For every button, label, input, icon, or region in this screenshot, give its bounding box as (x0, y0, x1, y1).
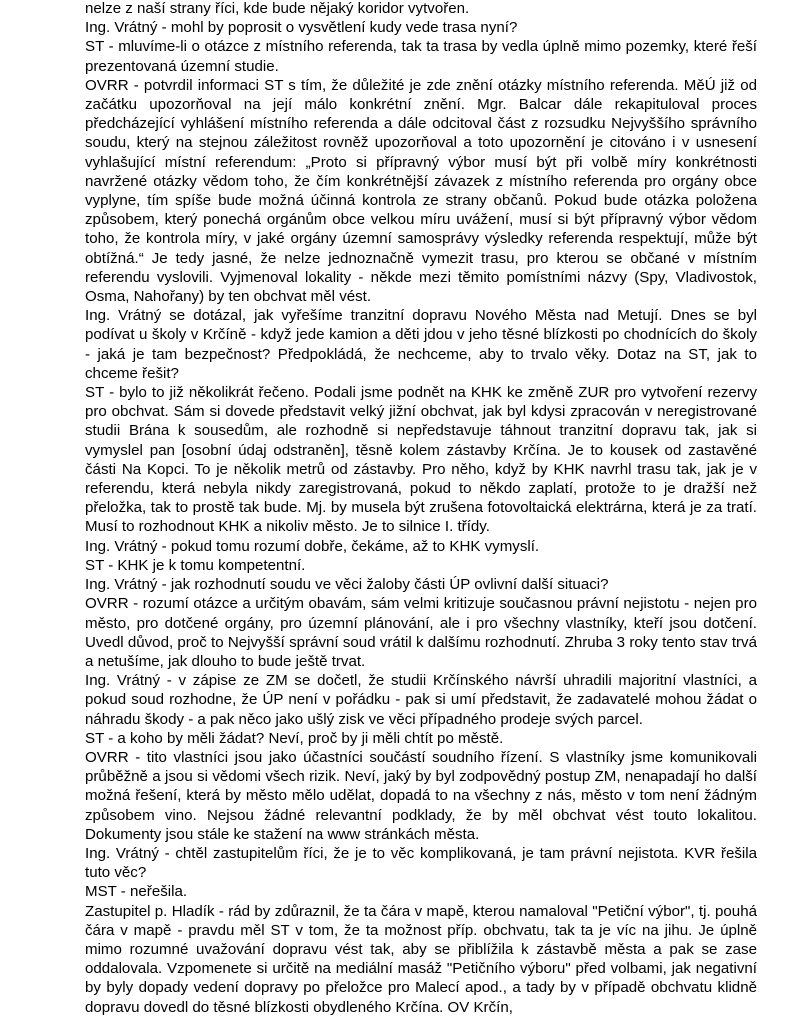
paragraph: ST - KHK je k tomu kompetentní. (85, 556, 306, 574)
paragraph: Ing. Vrátný - mohl by poprosit o vysvětlení kudy vede trasa nyní? (85, 19, 518, 37)
paragraph: OVRR - rozumí otázce a určitým obavám, sám velmi kritizuje současnou právní nejistotu - nejen pro město, pro dotčené orgány, pro územní plánování, ale i pro všechny vlastníky, kteří jsou dotčení. Uvedl důvod, proč to Nejvyšší správní soud vrátil k dalšímu rozhodnutí. Zhruba 3 roky tento stav trvá a netušíme, jak dlouho to bude ještě trvat. (85, 595, 757, 670)
paragraph: Ing. Vrátný - jak rozhodnutí soudu ve věci žaloby části ÚP ovlivní další situaci? (85, 576, 609, 594)
paragraph: OVRR - potvrdil informaci ST s tím, že důležité je zde znění otázky místního referenda. MěÚ již od začátku upozorňoval na její málo konkrétní znění. Mgr. Balcar dále rekapituloval proces předcházející vyhlášení místního referenda a dále odcitoval část z rozsudku Nejvyššího správního soudu, který na stejnou záležitost rovněž upozorňoval a toto upozornění je citováno i v usnesení vyhlašující místní referendum: „Proto si přípravný výbor musí být při volbě míry konkrétnosti navržené otázky vědom toho, že čím konkrétnější závazek z místního referenda pro orgány obce vyplyne, tím spíše bude možná účinná kontrola ze strany občanů. Pokud bude otázka položena způsobem, který ponechá orgánům obce velkou míru uvážení, musí si být přípravný výbor vědom toho, že kontrola míry, v jaké orgány územní samosprávy výsledky referenda respektují, může být obtížná.“ Je tedy jasné, že nelze jednoznačně vymezit trasu, pro kterou se občané v místním referendu vyslovili. Vyjmenoval lokality - někde mezi těmito pomístními názvy (Spy, Vladivostok, Osma, Nahořany) by ten obchvat měl vést. (85, 76, 757, 306)
paragraph: nelze z naší strany říci, kde bude nějaký koridor vytvořen. (85, 0, 470, 17)
paragraph: Ing. Vrátný - pokud tomu rozumí dobře, čekáme, až to KHK vymyslí. (85, 537, 540, 555)
paragraph: Ing. Vrátný - v zápise ze ZM se dočetl, že studii Krčínského návrší uhradili majoritní vlastníci, a pokud soud rozhodne, že ÚP není v pořádku - pak si umí představit, že zadavatelé mohou žádat o náhradu škody - a pak něco jako ušlý zisk ve věci případného prodeje svých parcel. (85, 672, 757, 728)
paragraph: ST - mluvíme-li o otázce z místního referenda, tak ta trasa by vedla úplně mimo pozemky, které řeší prezentovaná územní studie. (85, 38, 757, 75)
paragraph: Zastupitel p. Hladík - rád by zdůraznil, že ta čára v mapě, kterou namaloval "Petiční výbor", tj. pouhá čára v mapě - pravdu měl ST v tom, že ta možnost příp. obchvatu, tak ta je víc na jihu. Je úplně mimo rozumné uvažování dopravu vést tak, aby se přiblížila k zástavbě města a pak se zase oddalovala. Vzpomenete si určitě na mediální masáž "Petičního výboru" před volbami, jak negativní by byly dopady vedení dopravy po přeložce pro Malecí apod., a tady by v případě obchvatu klidně dopravu dovedl do těsné blízkosti obydleného Krčína. OV Krčín, (85, 902, 757, 1016)
document-page (85, 0, 757, 1017)
paragraph: OVRR - tito vlastníci jsou jako účastníci součástí soudního řízení. S vlastníky jsme komunikovali průběžně a jsou si vědomi všech rizik. Neví, jaký by byl zodpovědný postup ZM, nenapadají ho další možná řešení, která by město mělo udělat, dopadá to na všechny z nás, město v tom není žádným způsobem vino. Nejsou žádné relevantní podklady, že by měl obchvat vést touto lokalitou. Dokumenty jsou stále ke stažení na www stránkách města. (85, 748, 757, 843)
paragraph: ST - a koho by měli žádat? Neví, proč by ji měli chtít po městě. (85, 729, 504, 747)
paragraph: ST - bylo to již několikrát řečeno. Podali jsme podnět na KHK ke změně ZUR pro vytvoření rezervy pro obchvat. Sám si dovede představit velký jižní obchvat, jak byl kdysi zpracován v neregistrované studii Brána k sousedům, ale rozhodně si nepředstavuje táhnout tranzitní dopravu tak, jak si vymyslel pan [osobní údaj odstraněn], těsně kolem zástavby Krčína. Je to kousek od zastavěné části Na Kopci. To je několik metrů od zástavby. Pro něho, když by KHK navrhl trasu tak, jak je v referendu, která nebyla nikdy zaregistrovaná, pokud to někdo zaplatí, protože to je dražší než přeložka, tak to prostě tak bude. Mj. by musela být zrušena fotovoltaická elektrárna, která je za tratí. Musí to rozhodnout KHK a nikoliv město. Je to silnice I. třídy. (85, 384, 757, 536)
paragraph: Ing. Vrátný - chtěl zastupitelům říci, že je to věc komplikovaná, je tam právní nejistota. KVR řešila tuto věc? (85, 844, 757, 882)
paragraph: MST - neřešila. (85, 883, 188, 901)
paragraph: Ing. Vrátný se dotázal, jak vyřešíme tranzitní dopravu Nového Města nad Metují. Dnes se byl podívat u školy v Krčíně - když jede kamion a děti jdou v jeho těsné blízkosti po chodnících do školy - jaká je tam bezpečnost? Předpokládá, že nechceme, aby to trvalo věky. Dotaz na ST, jak to chceme řešit? (85, 307, 757, 382)
